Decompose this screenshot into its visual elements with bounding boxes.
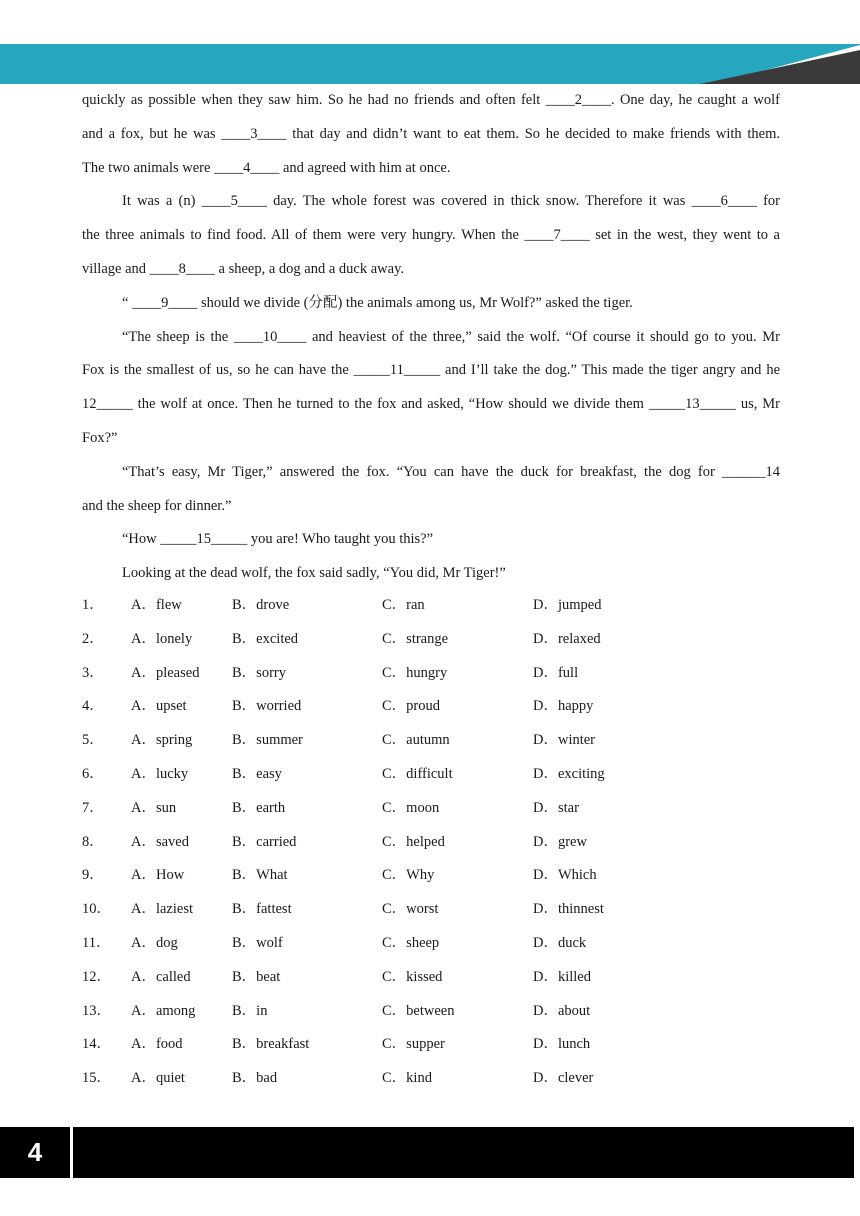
option-a: A．pleased: [131, 664, 200, 681]
option-c: C．kissed: [382, 968, 443, 985]
passage-text: you are! Who taught you this?”: [247, 531, 434, 548]
page-footer: [0, 1127, 854, 1178]
question-row: [82, 792, 780, 826]
option-a: A．laziest: [131, 901, 194, 918]
passage-line: [82, 185, 780, 219]
option-c: C．ran: [382, 597, 425, 613]
option-d: D．relaxed: [533, 630, 601, 647]
question-options: [82, 589, 780, 1096]
passage-text: us, Mr: [735, 396, 780, 413]
passage-line: [82, 557, 780, 591]
question-number: 8．: [82, 833, 104, 850]
passage-text: and heaviest of the three,” said the wolf. “Of course it should go to you. Mr: [306, 328, 780, 345]
option-c: C．strange: [382, 630, 449, 647]
question-row: [82, 893, 780, 927]
option-b: B．drove: [232, 597, 290, 613]
option-b: B．excited: [232, 630, 299, 647]
option-c: C．between: [382, 1002, 455, 1019]
option-a: A．lonely: [131, 630, 193, 647]
question-row: [82, 623, 780, 657]
passage-text: “That’s easy, Mr Tiger,” answered the fox. “You can have the duck for breakfast, the dog for: [122, 463, 722, 480]
passage-text: and the sheep for dinner.”: [82, 497, 232, 514]
passage-text: Looking at the dead wolf, the fox said sadly, “You did, Mr Tiger!”: [122, 565, 506, 582]
option-a: A．food: [131, 1036, 183, 1053]
answer-blank: ____7____: [524, 227, 590, 244]
option-c: C．kind: [382, 1070, 432, 1087]
option-a: A．sun: [131, 799, 177, 816]
passage-text: the wolf at once. Then he turned to the fox and asked, “How should we divide them: [132, 396, 649, 413]
option-d: D．exciting: [533, 765, 605, 782]
passage-text: Fox is the smallest of us, so he can have the: [82, 362, 354, 379]
option-d: D．Which: [533, 867, 597, 884]
passage-text: a sheep, a dog and a duck away.: [214, 260, 405, 277]
passage-line: [82, 152, 780, 186]
question-row: [82, 690, 780, 724]
answer-blank: ____4____: [214, 159, 280, 176]
passage-line: [82, 84, 780, 118]
answer-blank: ____2____: [545, 92, 611, 108]
passage-text: quickly as possible when they saw him. So he had no friends and often felt: [82, 92, 546, 108]
passage-line: [82, 456, 780, 490]
question-number: 10．: [82, 901, 111, 918]
option-b: B．worried: [232, 698, 302, 715]
header-band: [0, 44, 860, 84]
question-row: [82, 1062, 780, 1096]
header-decoration: [0, 44, 860, 84]
answer-blank: _____15_____: [160, 531, 248, 548]
question-row: [82, 961, 780, 995]
answer-blank: ____9____: [132, 294, 198, 311]
answer-blank: ____6____: [691, 193, 757, 210]
answer-blank: _____11_____: [353, 362, 441, 379]
option-c: C．supper: [382, 1036, 445, 1053]
passage-text: . One day, he caught a wolf: [610, 92, 780, 108]
question-row: [82, 758, 780, 792]
option-d: D．lunch: [533, 1036, 591, 1053]
option-a: A．dog: [131, 934, 178, 951]
passage-text: and I’ll take the dog.” This made the tiger angry and he: [440, 362, 781, 379]
passage-text: and agreed with him at once.: [279, 159, 451, 176]
option-b: B．carried: [232, 833, 297, 850]
passage-text: “How: [122, 531, 161, 548]
option-b: B．bad: [232, 1070, 278, 1087]
option-b: B．wolf: [232, 934, 283, 951]
option-b: B．beat: [232, 968, 281, 985]
option-c: C．moon: [382, 799, 440, 816]
option-d: D．winter: [533, 732, 596, 749]
passage-text: village and: [82, 260, 150, 277]
option-a: A．called: [131, 968, 191, 985]
answer-blank: ______14: [722, 463, 780, 480]
option-d: D．happy: [533, 698, 594, 715]
option-d: D．jumped: [533, 597, 602, 613]
answer-blank: ____5____: [201, 193, 267, 210]
answer-blank: _____13_____: [648, 396, 736, 413]
question-row: [82, 589, 780, 623]
page-number: 4: [27, 1137, 43, 1167]
option-c: C．autumn: [382, 732, 450, 749]
passage-line: [82, 219, 780, 253]
question-number: 4．: [82, 698, 104, 715]
question-number: 9．: [82, 867, 104, 884]
passage-text: for: [756, 193, 780, 210]
option-c: C．proud: [382, 698, 440, 715]
option-b: B．sorry: [232, 664, 286, 681]
option-a: A．flew: [131, 597, 182, 613]
question-number: 5．: [82, 732, 104, 749]
question-number: 14．: [82, 1036, 111, 1053]
passage-line: [82, 422, 780, 456]
option-c: C．sheep: [382, 934, 440, 951]
option-d: D．star: [533, 799, 579, 816]
option-b: B．earth: [232, 799, 286, 816]
option-d: D．about: [533, 1002, 591, 1019]
option-b: B．fattest: [232, 901, 292, 918]
question-number: 1．: [82, 597, 104, 613]
option-a: A．upset: [131, 698, 187, 715]
answer-blank: ____10____: [233, 328, 307, 345]
passage-line: [82, 253, 780, 287]
passage-line: [82, 118, 780, 152]
passage-text: “The sheep is the: [122, 328, 234, 345]
question-row: [82, 1028, 780, 1062]
passage-text: and a fox, but he was: [82, 125, 222, 142]
question-number: 6．: [82, 765, 104, 782]
option-b: B．in: [232, 1002, 268, 1019]
option-d: D．clever: [533, 1070, 594, 1087]
question-number: 15．: [82, 1070, 111, 1087]
passage-text: Fox?”: [82, 429, 118, 446]
option-d: D．duck: [533, 934, 587, 951]
question-number: 2．: [82, 630, 104, 647]
option-d: D．killed: [533, 968, 591, 985]
cloze-passage: [82, 84, 780, 591]
question-number: 7．: [82, 799, 104, 816]
passage-text: that day and didn’t want to eat them. So he decided to make friends with them.: [286, 125, 780, 142]
option-a: A．among: [131, 1002, 196, 1019]
option-c: C．hungry: [382, 664, 448, 681]
passage-line: [82, 388, 780, 422]
question-row: [82, 927, 780, 961]
passage-text: The two animals were: [82, 159, 215, 176]
option-d: D．thinnest: [533, 901, 604, 918]
passage-line: [82, 523, 780, 557]
option-d: D．full: [533, 664, 579, 681]
passage-text: the three animals to find food. All of them were very hungry. When the: [82, 227, 525, 244]
passage-line: [82, 490, 780, 524]
option-a: A．How: [131, 867, 185, 884]
option-b: B．summer: [232, 732, 303, 749]
question-row: [82, 657, 780, 691]
answer-blank: ____3____: [221, 125, 287, 142]
question-number: 3．: [82, 664, 104, 681]
passage-line: [82, 287, 780, 321]
question-number: 12．: [82, 968, 111, 985]
question-number: 13．: [82, 1002, 111, 1019]
answer-blank: ____8____: [149, 260, 215, 277]
option-a: A．lucky: [131, 765, 189, 782]
passage-text: should we divide (分配) the animals among us, Mr Wolf?” asked the tiger.: [197, 294, 633, 311]
question-row: [82, 859, 780, 893]
answer-blank: 12_____: [82, 396, 133, 413]
question-row: [82, 826, 780, 860]
passage-line: [82, 321, 780, 355]
option-a: A．quiet: [131, 1070, 185, 1087]
option-c: C．difficult: [382, 765, 453, 782]
question-row: [82, 724, 780, 758]
option-a: A．saved: [131, 833, 189, 850]
question-row: [82, 995, 780, 1029]
option-c: C．helped: [382, 833, 445, 850]
option-b: B．breakfast: [232, 1036, 310, 1053]
passage-text: day. The whole forest was covered in thick snow. Therefore it was: [266, 193, 692, 210]
passage-text: It was a (n): [122, 193, 202, 210]
option-b: B．What: [232, 867, 288, 884]
question-number: 11．: [82, 934, 111, 951]
option-a: A．spring: [131, 732, 193, 749]
option-b: B．easy: [232, 765, 282, 782]
option-c: C．worst: [382, 901, 439, 918]
option-c: C．Why: [382, 867, 435, 884]
option-d: D．grew: [533, 833, 587, 850]
passage-text: “: [122, 294, 133, 311]
passage-line: [82, 354, 780, 388]
footer-divider: [70, 1127, 73, 1178]
passage-text: set in the west, they went to a: [589, 227, 780, 244]
